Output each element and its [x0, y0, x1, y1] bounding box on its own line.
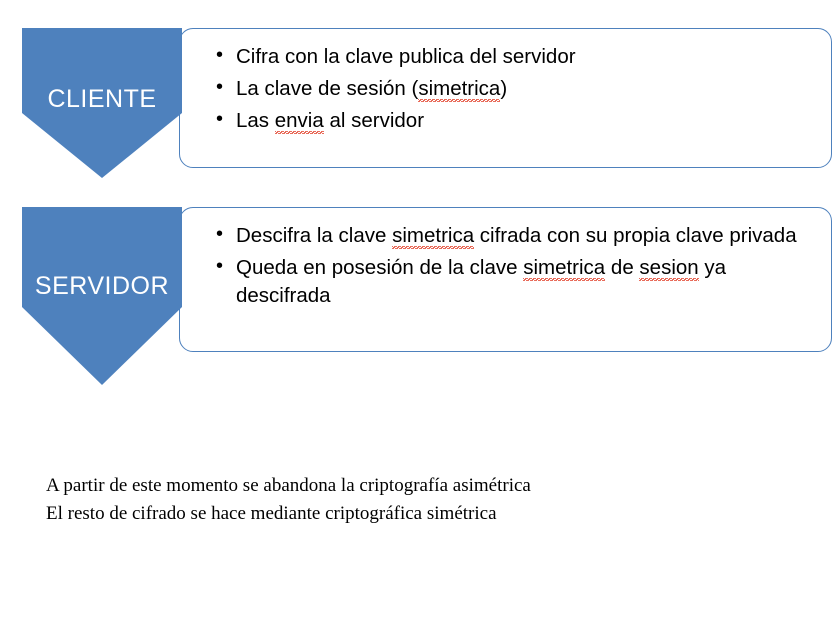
- bullet-text: Queda en posesión de la clave: [236, 255, 524, 279]
- list-item: [222, 75, 809, 103]
- bullet-text-tail: ya descifrada: [236, 255, 727, 307]
- misspelled-word: sesion: [639, 255, 699, 279]
- bullet-text: Descifra la clave: [236, 224, 393, 247]
- bullet-text-tail: al servidor: [323, 108, 425, 132]
- chevron-cliente: [22, 28, 182, 178]
- misspelled-word: envia: [274, 108, 324, 132]
- misspelled-word: simetrica: [418, 76, 501, 100]
- footnote: [46, 472, 746, 527]
- misspelled-word: simetrica: [392, 224, 475, 247]
- list-item: [222, 222, 809, 250]
- misspelled-word: simetrica: [523, 255, 606, 279]
- footnote-line-1: A partir de este momento se abandona la criptografía asimétrica: [46, 475, 531, 496]
- footnote-line-2: El resto de cifrado se hace mediante criptográfica simétrica: [46, 502, 497, 524]
- bullet-list-servidor: [202, 222, 809, 310]
- textbox-cliente: [179, 28, 832, 168]
- list-item: [222, 107, 809, 135]
- bullet-text-mid: de: [605, 255, 640, 279]
- chevron-servidor: [22, 207, 182, 385]
- bullet-text: La clave de sesión (: [236, 76, 419, 100]
- bullet-text: Las: [236, 108, 275, 132]
- chevron-label-servidor: SERVIDOR: [34, 271, 170, 300]
- bullet-text: Cifra con la clave publica del servidor: [236, 45, 576, 68]
- textbox-servidor: [179, 207, 832, 352]
- chevron-label-cliente: CLIENTE: [47, 84, 157, 113]
- bullet-text-tail: cifrada con su propia clave privada: [474, 224, 797, 247]
- bullet-list-cliente: [202, 43, 809, 135]
- list-item: [222, 43, 809, 71]
- list-item: [222, 254, 809, 310]
- bullet-text-tail: ): [500, 76, 508, 100]
